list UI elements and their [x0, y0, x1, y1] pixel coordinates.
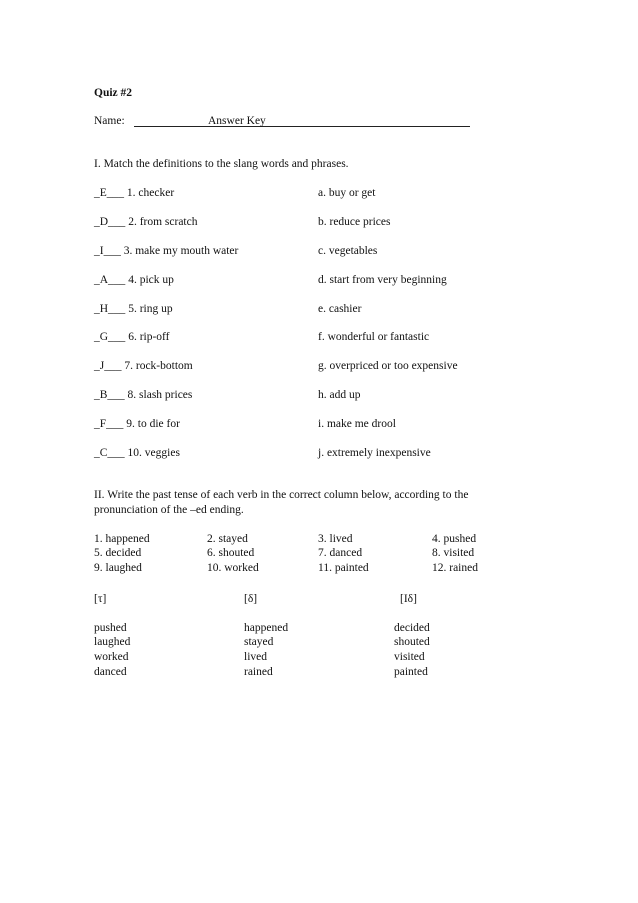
column-word: pushed — [94, 622, 127, 634]
column-word: lived — [244, 651, 267, 663]
match-term: 6. rip-off — [128, 331, 170, 343]
match-term: 10. veggies — [127, 447, 180, 459]
section2-instruction-line2: pronunciation of the –ed ending. — [94, 504, 244, 516]
verb-item: 8. visited — [432, 547, 475, 559]
match-answer: _D___ — [94, 216, 126, 228]
match-item — [94, 186, 174, 200]
column-word: laughed — [94, 636, 131, 648]
match-item — [94, 446, 180, 460]
match-answer: _B___ — [94, 389, 125, 401]
match-answer: _A___ — [94, 274, 126, 286]
match-answer: _I___ — [94, 245, 121, 257]
match-term: 2. from scratch — [128, 216, 198, 228]
match-definition: d. start from very beginning — [318, 274, 447, 286]
verb-item: 4. pushed — [432, 533, 477, 545]
verb-item: 2. stayed — [207, 533, 248, 545]
match-answer: _C___ — [94, 447, 125, 459]
match-definition: e. cashier — [318, 303, 362, 315]
verb-item: 11. painted — [318, 562, 369, 574]
column-word: visited — [394, 651, 425, 663]
verb-item: 3. lived — [318, 533, 353, 545]
column-word: worked — [94, 651, 129, 663]
verb-item: 6. shouted — [207, 547, 255, 559]
column-header: [δ] — [244, 593, 258, 605]
section1-instruction: I. Match the definitions to the slang words and phrases. — [94, 158, 349, 170]
column-word: painted — [394, 666, 428, 678]
match-term: 8. slash prices — [127, 389, 193, 401]
match-definition: f. wonderful or fantastic — [318, 331, 430, 343]
name-value: Answer Key — [208, 115, 266, 127]
match-definition: g. overpriced or too expensive — [318, 360, 458, 372]
column-word: danced — [94, 666, 127, 678]
verb-item: 1. happened — [94, 533, 150, 545]
match-item — [94, 330, 170, 344]
column-word: happened — [244, 622, 289, 634]
quiz-title: Quiz #2 — [94, 87, 133, 99]
match-definition: h. add up — [318, 389, 361, 401]
match-item — [94, 244, 238, 258]
name-label: Name: — [94, 115, 125, 127]
match-term: 1. checker — [126, 187, 175, 199]
match-item — [94, 359, 193, 373]
match-definition: b. reduce prices — [318, 216, 391, 228]
column-header: [τ] — [94, 593, 107, 605]
match-item — [94, 215, 197, 229]
match-term: 5. ring up — [128, 303, 173, 315]
match-definition: a. buy or get — [318, 187, 376, 199]
match-definition: i. make me drool — [318, 418, 396, 430]
match-answer: _E___ — [94, 187, 125, 199]
match-item — [94, 417, 180, 431]
verb-item: 7. danced — [318, 547, 363, 559]
match-item — [94, 302, 173, 316]
column-word: shouted — [394, 636, 430, 648]
match-term: 4. pick up — [128, 274, 174, 286]
column-word: decided — [394, 622, 430, 634]
verb-item: 10. worked — [207, 562, 259, 574]
column-word: stayed — [244, 636, 274, 648]
match-answer: _H___ — [94, 303, 126, 315]
match-definition: j. extremely inexpensive — [318, 447, 431, 459]
match-term: 7. rock-bottom — [124, 360, 193, 372]
match-item — [94, 388, 192, 402]
verb-item: 9. laughed — [94, 562, 142, 574]
match-answer: _F___ — [94, 418, 124, 430]
match-item — [94, 273, 174, 287]
match-answer: _J___ — [94, 360, 122, 372]
match-term: 3. make my mouth water — [123, 245, 239, 257]
section2-instruction-line1: II. Write the past tense of each verb in the correct column below, according to the — [94, 489, 469, 501]
verb-item: 5. decided — [94, 547, 142, 559]
name-underline — [134, 126, 470, 127]
verb-item: 12. rained — [432, 562, 478, 574]
match-definition: c. vegetables — [318, 245, 378, 257]
match-answer: _G___ — [94, 331, 126, 343]
column-header: [Iδ] — [400, 593, 417, 605]
column-word: rained — [244, 666, 273, 678]
match-term: 9. to die for — [126, 418, 180, 430]
